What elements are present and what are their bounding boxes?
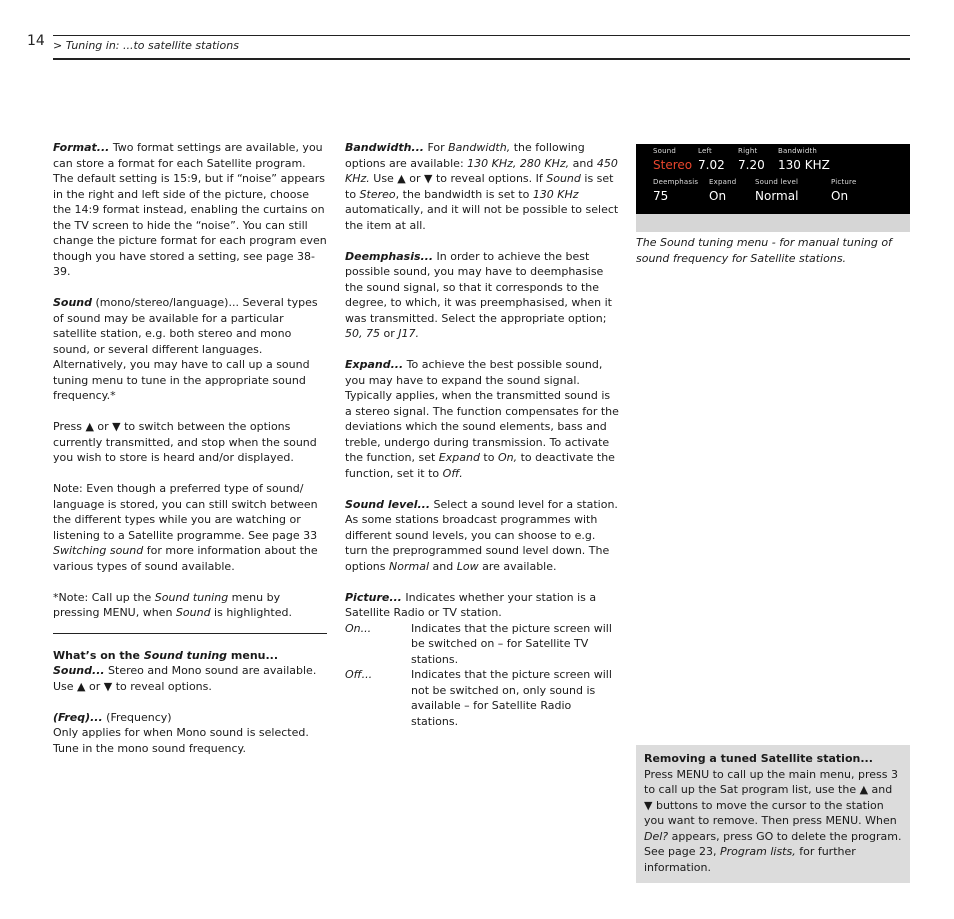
menu-bandwidth-cell (778, 147, 830, 172)
bandwidth-heading: Bandwidth... (345, 141, 424, 154)
bandwidth-italic: Bandwidth, (448, 141, 511, 154)
bandwidth-text-6: , the bandwidth is set to (395, 187, 533, 201)
removing-text-1: Press MENU to call up the main menu, press 3 to call up the Sat program list, use the ▲ and ▼ buttons to move the cursor to the station you want to remove. Then press MENU. When (644, 767, 898, 827)
note2-text: *Note: Call up the (53, 590, 155, 604)
bandwidth-paragraph (345, 140, 620, 233)
menu-right-value: 7.20 (738, 158, 765, 172)
menu-screen-bottom-bar (636, 214, 910, 232)
bandwidth-text-2: the following options are available: (345, 141, 585, 170)
format-text: Two format settings are available, you can store a format for each Satellite program. The default setting is 15:9, but if “noise” appears in the right and left side of the picture, choose the 14:9 format instead, enabling the curtains on the TV screen to hide the “noise”. You can still change the picture format for each program even though you have stored a setting, see page 38-39. (53, 141, 327, 278)
note-text-2: for more information about the various types of sound available. (53, 544, 318, 573)
menu-deemphasis-label: Deemphasis (653, 178, 699, 186)
sound-tuning-menu-screen (636, 144, 910, 214)
bandwidth-italic-4: Sound (546, 172, 581, 185)
deemphasis-text: In order to achieve the best possible sound, you may have to deemphasise the sound signal, so that it corresponds to the degree, to which, it was preemphasised, when it was transmitted. Select the appropriate option; (345, 249, 612, 325)
menu-expand-cell (709, 178, 736, 203)
menu-deemphasis-value: 75 (653, 189, 669, 203)
bandwidth-italic-6: 130 KHz (532, 187, 579, 201)
menu-level-label: Sound level (755, 178, 799, 186)
press-paragraph: Press ▲ or ▼ to switch between the options currently transmitted, and stop when the sound you wish to store is heard and/or displayed. (53, 420, 317, 464)
sound-heading: Sound (53, 296, 93, 309)
removing-text-2: appears, press GO to delete the program. See page 23, (644, 829, 902, 858)
note-text: Note: Even though a preferred type of sound/ language is stored, you can still switch between the different types while you are watching or listening to a Satellite programme. See page 33 (53, 482, 318, 542)
bandwidth-text-5: is set to (345, 172, 614, 201)
bandwidth-text-3: and (569, 156, 597, 170)
menu-level-cell (755, 178, 798, 203)
sound-text: (mono/stereo/language)... Several types of sound may be available for a particular satellite station, e.g. both stereo and mono sound, or several different languages. Alternatively, you may have to call up a sound tuning menu to tune in the appropriate sound frequency.* (53, 296, 318, 402)
removing-italic-1: Del? (644, 829, 669, 843)
note2-text-3: is highlighted. (210, 606, 292, 619)
menu-expand-label: Expand (709, 178, 737, 186)
deemphasis-paragraph (345, 249, 620, 342)
bandwidth-italic-3: 450 KHz. (345, 156, 618, 185)
bandwidth-text: For (423, 141, 449, 154)
header-rule-bottom (53, 58, 910, 60)
note2-italic-2: Sound (175, 606, 211, 619)
removing-text-3: for further information. (644, 845, 856, 874)
bandwidth-italic-5: Stereo (359, 187, 396, 201)
freq-text: (Frequency) (102, 710, 172, 724)
expand-text-3: to deactivate the function, set it to (345, 451, 615, 480)
menu-bandwidth-value: 130 KHZ (778, 158, 830, 172)
column-divider (53, 633, 327, 634)
sound-item-text: Stereo and Mono sound are available. Use ▲ or ▼ to reveal options. (53, 664, 317, 693)
format-heading: Format... (53, 141, 110, 154)
freq-heading: (Freq)... (53, 710, 103, 724)
menu-right-cell (738, 147, 765, 172)
picture-text: Indicates whether your station is a Satellite Radio or TV station. (345, 590, 597, 619)
removing-italic-2: Program lists, (719, 845, 796, 858)
menu-picture-label: Picture (831, 178, 857, 186)
expand-italic-3: Off. (442, 466, 463, 480)
sound-level-text-3: are available. (478, 559, 557, 573)
sound-paragraph (53, 295, 329, 404)
picture-off-term: Off... (345, 668, 373, 681)
removing-station-text (644, 767, 902, 876)
picture-on-term: On... (345, 621, 372, 635)
format-paragraph (53, 140, 329, 280)
menu-left-label: Left (698, 147, 712, 155)
removing-station-title: Removing a tuned Satellite station... (644, 752, 873, 765)
deemphasis-italic-2: J17. (398, 327, 419, 340)
note2-text-2: menu by pressing MENU, when (53, 590, 281, 619)
sound-level-heading: Sound level... (345, 497, 431, 511)
sound-level-italic-2: Low (456, 559, 479, 573)
expand-text: To achieve the best possible sound, you may have to expand the sound signal. Typically applies, when the transmitted sound is a stereo signal. The function compensates for the deviations which the sound elements, bass and treble, undergo during transmission. To activate the function, set (345, 358, 619, 464)
menu-sound-cell (653, 147, 692, 172)
deemphasis-text-2: or (380, 327, 399, 340)
menu-left-cell (698, 147, 725, 172)
bandwidth-text-7: automatically, and it will not be possible to select the item at all. (345, 203, 619, 232)
sound-level-text: Select a sound level for a station. As some stations broadcast programmes with different sound levels, you can shoose to e.g. turn the preprogrammed sound level down. The options (345, 497, 618, 573)
freq-paragraph (53, 710, 329, 726)
sound-item-heading: Sound... (53, 664, 105, 677)
expand-heading: Expand... (345, 358, 404, 371)
page-number: 14 (27, 33, 45, 49)
note-italic: Switching sound (53, 544, 144, 557)
picture-off-definition (345, 667, 620, 729)
note2-paragraph (53, 590, 329, 621)
expand-italic: Expand (438, 451, 480, 464)
menu-picture-value: On (831, 189, 849, 203)
menu-right-label: Right (738, 147, 758, 155)
picture-paragraph (345, 590, 620, 621)
sound-level-text-2: and (429, 559, 457, 573)
picture-on-description: Indicates that the picture screen will be switched on – for Satellite TV stations. (411, 621, 612, 666)
picture-off-description: Indicates that the picture screen will not be switched on, only sound is available – for Satellite Radio stations. (411, 668, 612, 728)
bandwidth-text-4: Use ▲ or ▼ to reveal options. If (369, 172, 547, 185)
menu-bandwidth-label: Bandwidth (778, 147, 818, 155)
column-left (53, 140, 329, 756)
menu-expand-value: On (709, 189, 727, 203)
deemphasis-heading: Deemphasis... (345, 249, 434, 263)
figure-caption: The Sound tuning menu - for manual tuning of sound frequency for Satellite stations. (636, 236, 892, 265)
whats-on-heading (53, 648, 329, 664)
whats-on-bold-2: menu... (227, 648, 279, 662)
note2-italic: Sound tuning (154, 590, 229, 604)
sound-level-italic: Normal (389, 559, 430, 573)
menu-level-value: Normal (755, 189, 799, 203)
note-paragraph (53, 481, 329, 574)
menu-left-value: 7.02 (698, 158, 725, 172)
header-rule-top (53, 35, 910, 36)
sound-level-paragraph (345, 497, 620, 575)
whats-on-bold-italic: Sound tuning (143, 648, 228, 662)
removing-station-box (636, 745, 910, 883)
bandwidth-italic-2: 130 KHz, 280 KHz, (467, 156, 570, 170)
menu-picture-cell (831, 178, 856, 203)
freq-paragraph-2: Only applies for when Mono sound is selected. Tune in the mono sound frequency. (53, 726, 309, 755)
deemphasis-italic: 50, 75 (345, 327, 380, 340)
picture-heading: Picture... (345, 590, 402, 604)
column-middle (345, 140, 620, 729)
sound-item-paragraph (53, 663, 329, 694)
menu-sound-value: Stereo (653, 158, 693, 172)
picture-on-definition (345, 621, 620, 668)
expand-italic-2: On, (497, 451, 518, 464)
expand-text-2: to (479, 451, 498, 464)
menu-deemphasis-cell (653, 178, 698, 203)
menu-sound-label: Sound (653, 147, 677, 155)
expand-paragraph (345, 357, 620, 481)
whats-on-bold: What’s on the (53, 648, 144, 662)
section-title: > Tuning in: ...to satellite stations (53, 39, 239, 52)
